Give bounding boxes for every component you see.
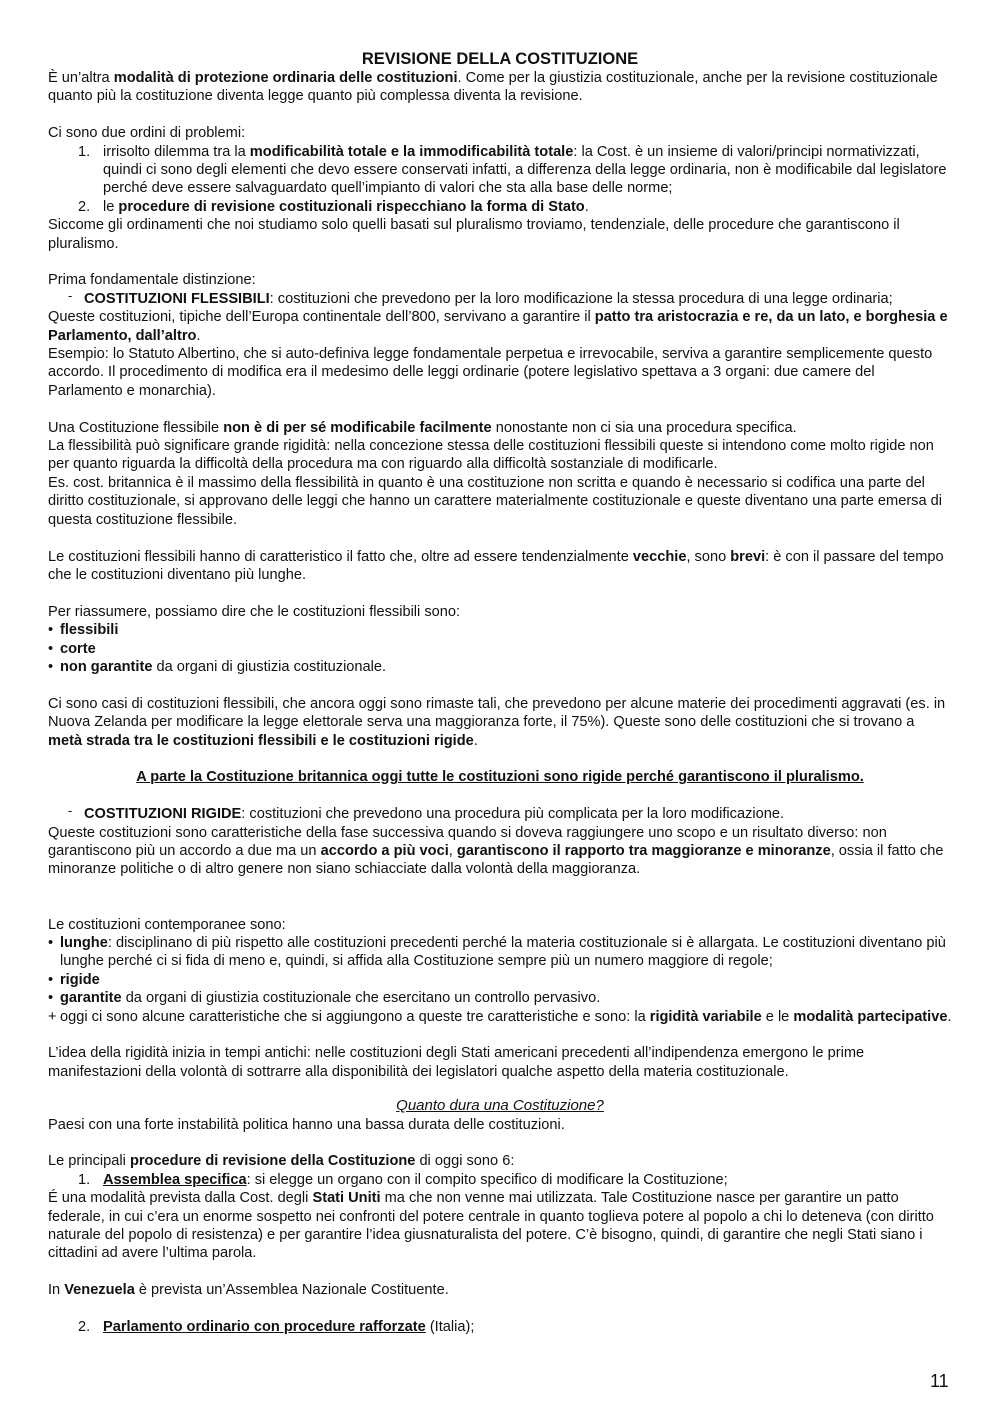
procedure-item-1: 1. Assemblea specifica: si elegge un organo con il compito specifico di modificare la Costituzione; [78,1171,728,1188]
flessibili-paragraph-5: Es. cost. britannica è il massimo della flessibilità in quanto è una costituzione non scritta e quando è necessario si codifica una parte del diritto costituzionale, si approvano delle leggi che hanno un carattere materialmente costituzionale e queste diventano una parte emersa di questa costituzione flessibile. [48,474,943,528]
highlight-statement: A parte la Costituzione britannica oggi tutte le costituzioni sono rigide perché garantiscono il pluralismo. [136,769,864,786]
summary-bullet-2: • corte [48,640,96,657]
summary-lead: Per riassumere, possiamo dire che le costituzioni flessibili sono: [48,603,461,620]
flessibili-paragraph-7: Ci sono casi di costituzioni flessibili, che ancora oggi sono rimaste tali, che prevedono per alcune materie dei procedimenti aggravati (es. in Nuova Zelanda per modificare la legge elettorale serva una maggioranza forte, il 75%). Queste sono delle costituzioni che si trovano a metà strada tra le costituzioni flessibili e le costituzioni rigide. [48,695,946,749]
contemporanee-bullet-3: • garantite da organi di giustizia costituzionale che esercitano un controllo pervasivo. [48,990,601,1007]
page-title: REVISIONE DELLA COSTITUZIONE [361,50,639,68]
problems-lead: Ci sono due ordini di problemi: [48,125,246,142]
summary-bullet-1: • flessibili [48,622,119,639]
flessibili-paragraph-6: Le costituzioni flessibili hanno di caratteristico il fatto che, oltre ad essere tendenzialmente vecchie, sono brevi: è con il passare del tempo che le costituzioni diventano più lunghe. [48,548,944,583]
contemporanee-plus-item: + oggi ci sono alcune caratteristiche che si aggiungono a queste tre caratteristiche e sono: la rigidità variabile e le modalità partecipative. [48,1008,952,1025]
durata-heading: Quanto dura una Costituzione? [396,1097,604,1115]
contemporanee-bullet-1: • lunghe: disciplinano di più rispetto alle costituzioni precedenti perché la materia costituzionale si è allargata. Le costituzioni diventano più lunghe perché ci si fida di meno e, quindi, si affida alla Costituzione sempre più un numero maggiore di regole; [48,934,946,970]
procedure-lead: Le principali procedure di revisione della Costituzione di oggi sono 6: [48,1153,515,1170]
page-number: 11 [930,1371,949,1391]
flessibili-heading: - COSTITUZIONI FLESSIBILI: costituzioni che prevedono per la loro modificazione la stessa procedura di una legge ordinaria; [68,287,893,307]
document-page [48,49,952,1336]
summary-bullet-3: • non garantite da organi di giustizia costituzionale. [48,658,387,675]
rigidity-origin-paragraph: L’idea della rigidità inizia in tempi antichi: nelle costituzioni degli Stati americani precedenti all’indipendenza emergono le prime manifestazioni della volontà di sottrarre alla disponibilità dei legislatori qualche aspetto della materia costituzionale. [48,1045,865,1080]
rigide-heading: - COSTITUZIONI RIGIDE: costituzioni che prevedono una procedura più complicata per la loro modificazione. [68,803,785,823]
problem-item-2: 2. le procedure di revisione costituzionali rispecchiano la forma di Stato. [78,198,589,215]
problems-after: Siccome gli ordinamenti che noi studiamo solo quelli basati sul pluralismo troviamo, tendenziale, delle procedure che garantiscono il pluralismo. [48,217,900,252]
rigide-paragraph-1: Queste costituzioni sono caratteristiche della fase successiva quando si doveva raggiungere uno scopo e un risultato diverso: non garantiscono più un accordo a due ma un accordo a più voci, garantiscono il rapporto tra maggioranze e minoranze, ossia il fatto che minoranze politiche o di altro genere non siano schiacciate dalla volontà della maggioranza. [48,824,944,878]
flessibili-paragraph-4: La flessibilità può significare grande rigidità: nella concezione stessa delle costituzioni flessibili queste si intendono come molto rigide non per quanto riguarda la difficoltà della procedura ma con riguardo alla difficoltà sostanziale di modificarle. [48,438,934,473]
procedure-paragraph-usa: É una modalità prevista dalla Cost. degli Stati Uniti ma che non venne mai utilizzata. Tale Costituzione nasce per garantire un patto federale, in cui c’era un enorme sospetto nei confronti del potere centrale in quanto toglieva potere al popolo a chi lo deteneva (con diritto naturale del popolo di resistenza) e per garantire l’idea giusnaturalista del potere. C’è bisogno, quindi, di garantire che negli Stati siano i cittadini ad avere l’ultima parola. [48,1190,934,1262]
procedure-paragraph-venezuela: In Venezuela è prevista un’Assemblea Nazionale Costituente. [48,1282,449,1299]
intro-paragraph: È un’altra modalità di protezione ordinaria delle costituzioni. Come per la giustizia costituzionale, anche per la revisione costituzionale quanto più la costituzione diventa legge quanto più complessa diventa la revisione. [48,70,938,105]
procedure-item-2: 2. Parlamento ordinario con procedure rafforzate (Italia); [78,1319,475,1335]
contemporanee-lead: Le costituzioni contemporanee sono: [48,916,286,933]
flessibili-paragraph-3: Una Costituzione flessibile non è di per sé modificabile facilmente nonostante non ci sia una procedura specifica. [48,419,797,436]
durata-paragraph: Paesi con una forte instabilità politica hanno una bassa durata delle costituzioni. [48,1116,565,1133]
contemporanee-bullet-2: • rigide [48,971,100,988]
flessibili-paragraph-1: Queste costituzioni, tipiche dell’Europa continentale dell’800, servivano a garantire il patto tra aristocrazia e re, da un lato, e borghesia e Parlamento, dall’altro. [48,309,948,344]
problem-item-1: 1. irrisolto dilemma tra la modificabilità totale e la immodificabilità totale: la Cost. è un insieme di valori/principi normativizzati, quindi ci sono degli elementi che devo essere conservati infatti, a differenza della legge ordinaria, non è modificabile dal legislatore perché deve essere salvaguardato quell’impianto di valori che sta alla base delle norme; [78,143,947,197]
distinction-lead: Prima fondamentale distinzione: [48,272,256,289]
flessibili-paragraph-2: Esempio: lo Statuto Albertino, che si auto-definiva legge fondamentale perpetua e irrevocabile, serviva a garantire semplicemente questo accordo. Il procedimento di modifica era il medesimo delle leggi ordinarie (potere legislativo spettava a 3 organi: due camere del Parlamento e monarchia). [48,346,933,399]
